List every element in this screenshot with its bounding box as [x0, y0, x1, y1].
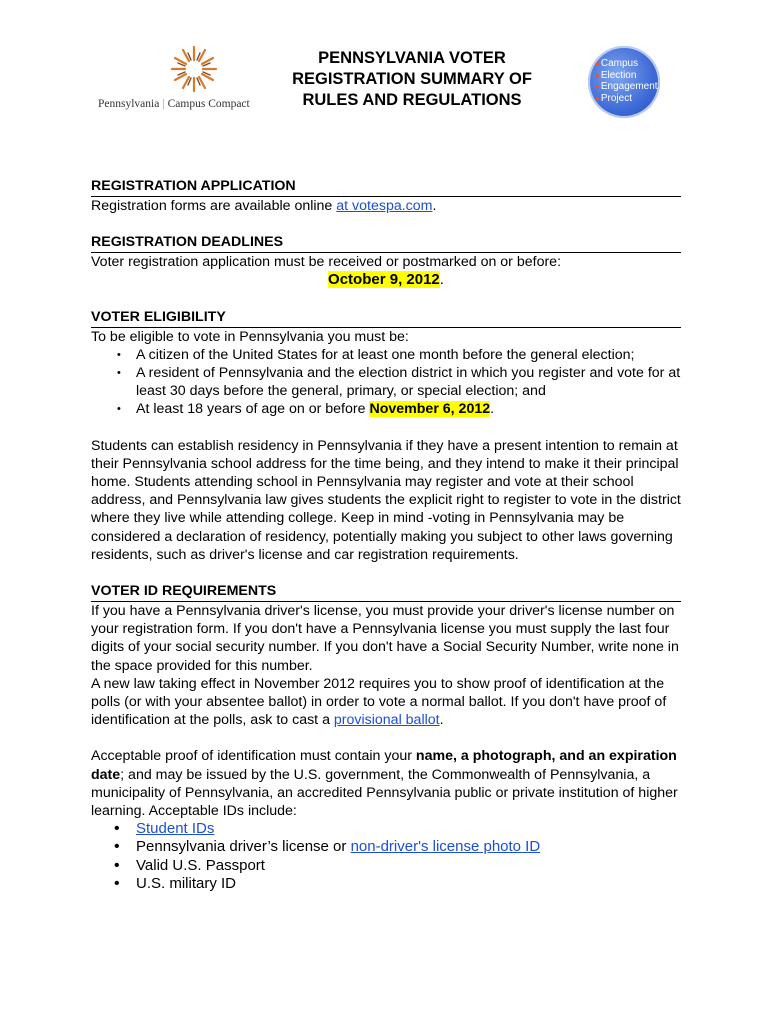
provisional-ballot-link[interactable]: provisional ballot — [333, 712, 440, 729]
section-heading: VOTER ID REQUIREMENTS — [91, 583, 681, 602]
text-span: . — [432, 198, 437, 214]
section-heading: VOTER ELIGIBILITY — [91, 309, 681, 328]
acceptable-id-list — [91, 820, 681, 893]
text-span: ; and may be issued by the U.S. government, the Commonwealth of Pennsylvania, a municipality of Pennsylvania, an accredited Pennsylvania public or private institution of higher learning. Acceptable IDs include: — [91, 766, 678, 820]
sunburst-logo-icon — [170, 44, 218, 94]
text-span: . — [490, 401, 495, 418]
title-line-1: PENNSYLVANIA VOTER — [318, 49, 506, 67]
registration-deadline-date: October 9, 2012 — [328, 271, 440, 289]
section-heading: REGISTRATION APPLICATION — [91, 178, 681, 197]
list-item — [91, 820, 681, 838]
voter-id-paragraph-2 — [91, 675, 681, 730]
non-drivers-license-link[interactable]: non-driver's license photo ID — [350, 838, 541, 856]
seal-dot-icon: ● — [595, 70, 600, 80]
votespa-link[interactable]: at votespa.com — [336, 198, 433, 214]
page-title — [262, 48, 562, 111]
spacer — [91, 419, 681, 437]
list-item — [91, 400, 681, 418]
section-voter-eligibility — [91, 309, 681, 564]
age-deadline-date: November 6, 2012 — [369, 401, 491, 418]
registration-application-text — [91, 197, 681, 215]
list-item: • A resident of Pennsylvania and the election district in which you register and vote for at least 30 days before the general, primary, or special election; and — [91, 364, 681, 400]
seal-dot-icon: ● — [595, 82, 600, 91]
seal-line-4: Project — [600, 92, 632, 104]
section-voter-id — [91, 583, 681, 893]
title-line-3: RULES AND REGULATIONS — [302, 91, 522, 109]
registration-deadline-date-line — [91, 271, 681, 289]
seal-text — [595, 58, 659, 104]
pa-campus-compact-logo — [98, 44, 258, 116]
text-span: A new law taking effect in November 2012 requires you to show proof of identification at the polls (or with your absentee ballot) in order to vote a normal ballot. If you don't have proof of identification at the polls, ask to cast a — [91, 675, 667, 729]
text-span: . — [439, 271, 444, 289]
seal-line-2: Election — [600, 69, 637, 81]
section-registration-application — [91, 178, 681, 215]
text-span: At least 18 years of age on or before — [136, 401, 370, 418]
document-body — [91, 178, 681, 912]
seal-line-3: Engagement — [600, 81, 658, 92]
voter-id-paragraph-1: If you have a Pennsylvania driver's license, you must provide your driver's license number on your registration form. If you don't have a Pennsylvania license you must supply the last four digits of your social security number. If you don't have a Social Security Number, write none in the space provided for this number. — [91, 603, 679, 674]
seal-line-1: Campus — [600, 58, 639, 69]
title-line-2: REGISTRATION SUMMARY OF — [292, 70, 532, 88]
logo-wordmark — [98, 98, 258, 110]
text-span: Pennsylvania driver’s license or — [136, 838, 351, 856]
campus-election-engagement-seal — [588, 46, 660, 118]
logo-text-left: Pennsylvania — [98, 98, 160, 110]
seal-dot-icon: ● — [595, 93, 600, 103]
list-item — [91, 838, 681, 856]
students-residency-paragraph: Students can establish residency in Pennsylvania if they have a present intention to remain at their Pennsylvania school address for the time being, and they intend to make it their principal home. Students attending school in Pennsylvania may register and vote at their school address, and Pennsylvania law gives students the explicit right to register to vote in the district where they live while attending college. Keep in mind -voting in Pennsylvania may be considered a declaration of residency, potentially making you subject to other laws governing residents, such as driver's license and car registration requirements. — [91, 437, 681, 563]
eligibility-list — [91, 346, 681, 419]
bold-requirements: name, a photograph, and an expiration date — [91, 748, 677, 783]
list-item: • Valid U.S. Passport — [91, 857, 681, 875]
seal-dot-icon: ● — [595, 59, 600, 68]
eligibility-intro: To be eligible to vote in Pennsylvania you must be: — [91, 328, 409, 345]
text-span: . — [439, 712, 444, 729]
text-span: Registration forms are available online — [91, 198, 337, 214]
logo-text-right: Campus Compact — [167, 98, 250, 110]
section-registration-deadlines — [91, 234, 681, 289]
list-item: • A citizen of the United States for at least one month before the general election; — [91, 346, 681, 364]
spacer — [91, 729, 681, 747]
list-item: • U.S. military ID — [91, 875, 681, 893]
logo-separator: | — [162, 98, 165, 110]
voter-id-paragraph-3 — [91, 747, 681, 820]
section-heading: REGISTRATION DEADLINES — [91, 234, 681, 253]
student-ids-link[interactable]: Student IDs — [136, 820, 215, 838]
registration-deadline-text: Voter registration application must be received or postmarked on or before: — [91, 254, 562, 271]
text-span: Acceptable proof of identification must contain your — [91, 748, 416, 765]
